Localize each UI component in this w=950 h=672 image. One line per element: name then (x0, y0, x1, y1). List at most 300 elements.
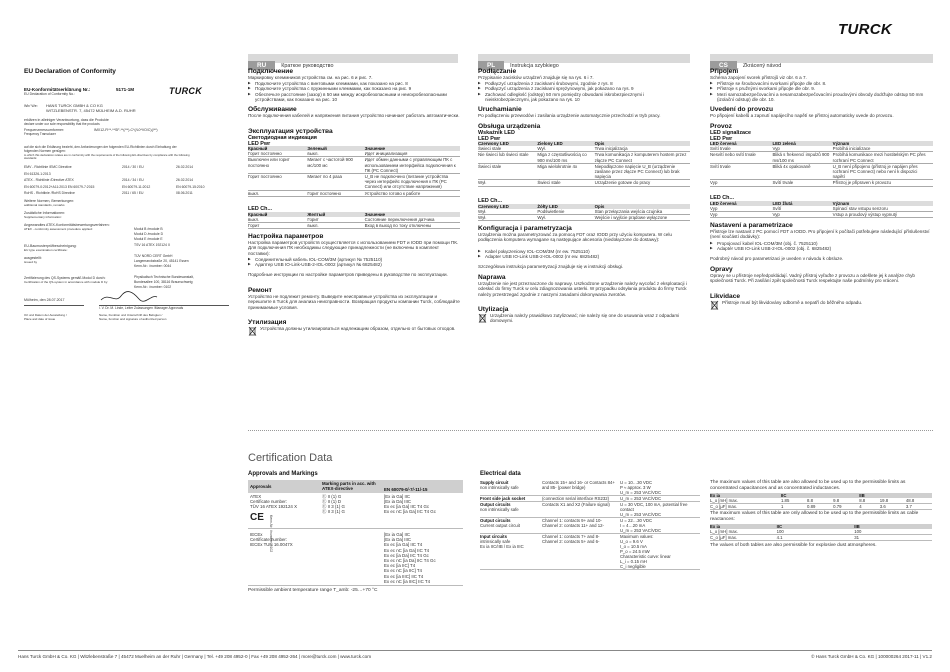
iecex-marking: Ex ec nC [ia IIIC] IIC T4 (384, 578, 431, 584)
conn-heading: Подключение (248, 68, 294, 75)
led-cell: Вход в выход по току отключены (365, 222, 460, 228)
eu-type-exam-en: EU type examination certificate: (24, 248, 68, 252)
led-col-head: LED červená (710, 201, 772, 206)
param-text: Přístroje lze nastavit z PC pomocí FDT a IODD. Pro připojení k počítači potřebujete následující příslušenství (není součástí dodávky): (710, 228, 930, 240)
reactance-head: Ex ia (710, 493, 781, 498)
iecex-marking: Ex ec nC [ia IIC] T4 (384, 568, 422, 574)
disposal-heading: Утилизация (248, 318, 287, 326)
elec-values: U = 30 VDC, 100 mA, potential free contact U_m = 253 VAC/VDC (620, 502, 700, 518)
approvals-table (248, 480, 463, 584)
eu-place-date: Mülheim, den 28.07.2017 (24, 298, 65, 302)
iecex-marking: Ex ec [ia Da] IIC T4 Gc (384, 552, 429, 558)
reactance-cell: 100 (777, 529, 855, 535)
led-cell: Wejście i wyjście prądowe wyłączone (595, 214, 690, 220)
led-col-head: Желтый (307, 212, 364, 217)
eu-atex-proc-en: ATEX - conformity assessment procedure applied: (24, 227, 93, 231)
cs-code: CS (710, 61, 737, 70)
conn-intro: Przypisanie zacisków urządzeń znajduje się na rys. 6 i 7. (478, 75, 594, 80)
reactance-cell: 1 (781, 504, 807, 510)
eu-type-exam: EU-Baumusterprüfbescheinigung: (24, 244, 77, 248)
cs-column (710, 68, 933, 403)
eu-row-c: 26.02.2014 (176, 165, 193, 169)
eu-row-c: 26.02.2014 (176, 178, 193, 183)
disposal-heading: Utylizacja (478, 305, 509, 313)
eu-decl-sub: EU Declaration of Conformity No.: (24, 92, 76, 96)
elec-circuit-name: Input circuits (480, 534, 507, 539)
led-cell: Горит постоянно (248, 151, 307, 157)
section-divider (248, 430, 933, 431)
elec-contacts: Contacts 15+ and 16- or Contacts 84+ and 85- (power bridge) (542, 480, 620, 496)
footer-right: © Hans Turck GmbH & Co. KG | 100000264 2017-11 | V1.2 (811, 654, 932, 659)
pl-code: PL (478, 61, 504, 70)
conn-intro: Маркировку клеммников устройства см. на рис. 6 и рис. 7. (248, 75, 373, 80)
disposal-heading: Likvidace (710, 292, 741, 300)
eu-prod-label: Frequenzmessumformer: (24, 128, 65, 132)
led-col-head: LED žlutá (772, 201, 832, 206)
appr-iec-cert-label: Certificate number: (250, 537, 288, 542)
led-cell: Идет обмен данными с управляющим ПК с использованием интерфейса подключения к ПК (PC Connect) (365, 157, 460, 174)
led-cell: Горит (307, 217, 364, 223)
iecex-marking-list (384, 532, 436, 584)
reactance-cell: 8.8 (807, 498, 833, 504)
electrical-table (480, 480, 700, 570)
eu-qs2: Certification of the QS-system in accordance with module D by: (24, 280, 109, 284)
elec-contacts: (connection serial interface RS232) (542, 496, 620, 502)
led-cell: Горит постоянно (248, 174, 307, 191)
appr-atex: ATEX (250, 494, 262, 499)
eu-we: Wir/ We: (24, 104, 38, 108)
eu-directive-row (24, 178, 236, 185)
param-heading: Nastavení a parametrizace (710, 221, 793, 229)
led-cell: Miga wielokrotnie 4x (537, 163, 594, 180)
conn-heading: Připojení (710, 68, 739, 75)
reactance-cell: 0.89 (807, 504, 833, 510)
accessory-item: ▶ Kabel połączeniowy IOL-COM/3M (nr ew. 7525110) (478, 249, 690, 255)
disposal-text: Přístroje musí být likvidovány odborně a nepatří do běžného odpadu. (722, 299, 863, 305)
elec-circuit (480, 534, 542, 570)
turck-logo: TURCK (838, 21, 892, 38)
conn-item: ▶ Přístroje s pružnými svorkami připojte dle obr. 9. (710, 86, 933, 92)
accessory-item: ▶ Соединительный кабель IOL-COM/3M (артикул № 7525110) (248, 257, 460, 263)
accessory-item: ▶ Propojovací kabel IOL-COM/3M (obj. č. 7525110) (710, 241, 933, 247)
led-ch-label: LED Ch... (248, 206, 272, 212)
eu-directive-row (24, 165, 236, 172)
led-cell: Niepodłączone napięcie U_B (urządzenie zasilane przez złącze PC Connect) lub brak napięcia (595, 163, 690, 180)
conn-item: ▶ Mezi samozabezpečovacími a nesamozabezpečovacími proudovými obvody dodržujte odstup 50 mm (izolační odstup) dle obr. 10. (710, 92, 933, 103)
eu-additional: Weitere Normen, Bemerkungen: (24, 199, 75, 203)
reactance-cell: 4 (859, 504, 880, 510)
footer-rule (18, 650, 932, 651)
led-cell: Мигает с частотой 900 мс/100 мс (307, 157, 364, 174)
reactance-note-1: The maximum values of this table are also allowed to be used up to the permissible limits as concentrated capacitances and as concentrated inductances. (710, 480, 906, 491)
led-cell: U_B není připojeno (přístroj je napájen přes rozhraní PC Connect) nebo není k dispozici napětí (833, 163, 933, 180)
conn-item: ▶ Zachować odległość (odstęp) 50 mm pomiędzy obwodami iskrobezpiecznymi i nieiskrobezpiecznymi, jak pokazano na rys. 10 (478, 92, 690, 103)
elec-contacts: Channel 1: contacts 9+ and 10- Channel 2: contacts 11+ and 12- (542, 518, 620, 534)
conn-item: ▶ Podłączyć urządzenia z zaciskami sprężynowymi, jak pokazano na rys. 9 (478, 86, 690, 92)
led-cell: Probíhá komunikace mezi hostitelským PC přes rozhraní PC Connect (833, 152, 933, 163)
led-pwr-label: LED Pwr (248, 140, 271, 147)
cert-title: Certification Data (248, 452, 333, 464)
led-cell: Svítí (772, 206, 832, 212)
eu-ptb3: Kenn-Nr.: /number: 0102 (134, 285, 172, 289)
accessory-list (478, 249, 690, 260)
electrical-data-table (480, 480, 700, 570)
repair-text: Устройство не подлежит ремонту. Выведите неисправные устройства из эксплуатации и перешлите в Turck для анализа неисправности. Возвращая продукты компании Turck, соблюдайте принимаемые условия. (248, 293, 460, 310)
disposal-row (710, 300, 933, 312)
reactance-cell: C_o [µF] max. (710, 535, 777, 541)
led-cell: Vstup a proudový výstup vypnutý (833, 211, 933, 217)
approvals-heading: Approvals and Markings (248, 471, 318, 477)
led-pwr-table (248, 146, 460, 197)
elec-contacts: Contacts X1 and X2 (Failure signal) (542, 502, 620, 518)
eu-additional-en: additional standards, remarks (24, 203, 65, 207)
eu-ref2: folgenden Normen genügen: (24, 149, 66, 153)
repair-heading: Opravy (710, 265, 733, 273)
led-ch-table (710, 201, 933, 219)
elec-circuit-sub: non intrinsically safe (480, 485, 519, 490)
eu-sig2: Name, function and signature of authorized person (99, 317, 167, 321)
led-cell: U_B не подключено (питание устройства через интерфейс подключения к ПК (PC Connect) или отсутствие напряжения) (365, 174, 460, 191)
eu-ptb1: Physikalisch Technische Bundesanstalt, (134, 275, 194, 279)
led-col-head: Význam (833, 141, 933, 146)
param-text: Urządzenia można parametryzować za pomocą FDT oraz IODD przy użyciu komputera. W celu podłączenia komputera wymagane są następujące akcesoria (niedołączone do dostawy): (478, 231, 672, 243)
led-pwr-label: LED Pwr (478, 135, 501, 142)
startup-text: После подключения кабелей и напряжения питания устройство начинает работать автоматически. (248, 112, 460, 118)
conn-list (710, 81, 933, 103)
pl-column (478, 68, 690, 403)
led-cell: Přístroj je připraven k provozu (833, 180, 933, 186)
appr-cert-no-label: Certificate number: (250, 499, 288, 504)
reactance-note-3: The values of both tables are also permissible for explosive dust atmospheres. (710, 543, 877, 549)
reactance-head: IIC (777, 524, 855, 529)
led-cell: Выключен или горит постоянно (248, 157, 307, 174)
elec-circuit (480, 518, 542, 534)
appr-mark-4: Ⓔ II 3 (1) G (322, 509, 345, 514)
appr-mark-2: Ⓔ II (1) D (322, 499, 342, 504)
led-cell: Urządzenie gotowe do pracy (595, 180, 690, 186)
led-col-head: LED červená (710, 141, 772, 146)
eu-directive-row (24, 185, 236, 192)
led-cell: Bliká 4x opakovaně (772, 163, 832, 180)
led-cell: Świeci stale (537, 180, 594, 186)
repair-text: Opravy se u přístroje nepředpokládají. Vadný přístroj vyřaďte z provozu a odešlete jej k analýze chyb společnosti Turck. Při zasílání zpět společnosti Turck respektujte naše podmínky pro vrácení. (710, 272, 915, 284)
led-col-head: Значение (365, 146, 460, 151)
conn-heading: Podłączanie (478, 68, 517, 75)
eu-row-c: EN 60079-15:2010 (176, 184, 205, 189)
elec-circuit-name: Supply circuit (480, 480, 509, 485)
eu-supp: Zusätzliche Informationen: (24, 211, 66, 215)
eu-tuv1: TÜV NORD CERT GmbH (134, 254, 173, 258)
led-cell: Stan przełączania wejścia czujnika (595, 209, 690, 215)
param-manual: Подробные инструкции по настройке параметров приведены в руководстве по эксплуатации. (248, 271, 448, 277)
led-cell: Podświetlenie (537, 209, 594, 215)
accessory-list (710, 241, 933, 252)
led-cell: Wył. (478, 214, 537, 220)
appr-en-3: Ex ec [ia Ga] IIC T4 Gc (384, 504, 430, 509)
led-col-head: Czerwony LED (478, 141, 537, 146)
startup-heading: Uruchamianie (478, 105, 522, 113)
param-heading: Настройка параметров (248, 232, 324, 240)
eu-supp-en: Supplementary information: (24, 215, 62, 219)
eu-directive-list (24, 165, 236, 198)
ru-header-bar (248, 54, 458, 69)
eu-sig1: Name, Funktion und Unterschrift des Befugten / (99, 313, 163, 317)
eu-row-b: 2014 / 34 / EU (122, 178, 144, 183)
appr-en-1: [Ex ia Ga] IIC (384, 494, 411, 499)
conn-item: ▶ Подключите устройства с винтовыми клеммами, как показано на рис. 8 (248, 81, 460, 87)
led-cell: выкл. (307, 151, 364, 157)
led-cell: Świeci stale (478, 163, 537, 180)
conn-item: ▶ Podłączyć urządzenia z zaciskami śrubowymi, zgodnie z rys. 8 (478, 81, 690, 87)
conn-list (248, 81, 460, 103)
led-cell: Состояние переключения датчика (365, 217, 460, 223)
led-cell: Vyp (710, 180, 772, 186)
eu-ref3: to which this declaration relates are in conformity with the requirements of the following EU-directives by compliance with the following (24, 153, 190, 157)
eu-issued-en: issued by (24, 260, 38, 264)
cs-lang: Zkrácený návod (742, 63, 782, 69)
pl-header-bar (478, 54, 690, 69)
iecex-marking: Ex ec [ia Ga] IIC T4 (384, 542, 423, 548)
led-cell: Wył. (478, 209, 537, 215)
eu-ort2: Place and date of issue (24, 317, 56, 321)
reactance-cell: 0.79 (833, 504, 859, 510)
pl-lang: Instrukcja szybkiego (510, 63, 559, 69)
eu-ptb2: Bundesallee 100, 38116 Braunschweig (134, 280, 193, 284)
appr-col2: Marking parts in acc. with ATEX-directive (322, 481, 376, 492)
led-col-head: LED zelená (772, 141, 832, 146)
eu-atex-proc: Angewandtes ATEX-Konformitätsbewertungsverfahren: (24, 223, 110, 227)
elec-circuit-sub: intrinsically safe Ex ia IIC/IIB / Ex ia IIIC (480, 539, 524, 549)
led-cell: Vyp (772, 146, 832, 152)
appr-iec-no: IECEx TUN 16.0047X (250, 542, 293, 547)
iecex-marking: Ex ec [ia IIC] T4 (384, 563, 416, 569)
eu-module-b: Modul B /module B (134, 227, 163, 231)
led-cell: Wył. (478, 180, 537, 186)
startup-text: Po podłączeniu przewodów i zasilania urządzenie automatycznie przechodzi w tryb pracy. (478, 112, 661, 118)
led-cell: Горит (248, 222, 307, 228)
operation-heading: Obsługa urządzenia (478, 122, 541, 130)
reactance-cell: 31 (854, 535, 932, 541)
led-cell: Nie świeci lub świeci stale (478, 152, 537, 163)
elec-values: Maximum values: U_o = 9.6 V I_o = 10.5 mA P_o = 24.5 mW Characteristic curve: linear L_i = 0.15 mH C_i negligible (620, 534, 700, 570)
appr-en-2: [Ex ia Da] IIIC (384, 499, 412, 504)
appr-col3: EN 60079-0/-7/-11/-15 (384, 487, 428, 492)
reactance-cell: 19.8 (880, 498, 906, 504)
appr-tuv: TÜV 16 ATEX 192124 X (250, 504, 298, 509)
elec-values: U = 22…30 VDC I = 4…20 mA U_m = 253 VAC/VDC (620, 518, 700, 534)
repair-heading: Ремонт (248, 286, 272, 294)
led-cell: Идет инициализация (365, 151, 460, 157)
iecex-marking: [Ex ia Ga] IIC (384, 532, 411, 537)
eu-row-a: EN 60079-0:2012+A11:2013 EN 60079-7:2015 (24, 184, 95, 189)
accessory-item: ▶ Адаптер USB IO-Link-USB-2-IOL-0002 (артикул № 6825482) (248, 262, 460, 268)
elec-circuit-name: Output circuits (480, 518, 511, 523)
eu-module-d: Modul D /module D (134, 232, 164, 236)
eu-row-a: EN 61326-1:2013 (24, 171, 51, 176)
eu-card (24, 87, 236, 327)
led-col-head: Opis (595, 204, 690, 209)
reactance-head: Ex ia (710, 524, 777, 529)
eu-directive-row (24, 191, 236, 198)
led-col-head: Żółty LED (537, 204, 594, 209)
param-manual: Podrobný návod pro parametrizaci je uveden v návodu k obsluze. (710, 255, 844, 261)
iecex-marking: Ex ec nC [ia Ga] IIC T4 (384, 547, 430, 553)
eu-tuv3: Kenn-Nr.: /number: 0044 (134, 264, 172, 268)
appr-mark-1: Ⓔ II (1) G (322, 494, 342, 499)
operation-heading: Эксплуатация устройства (248, 127, 333, 135)
elec-circuit (480, 502, 542, 518)
eu-row-b: 2014 / 30 / EU (122, 165, 144, 169)
repair-text: Urządzenie nie jest przeznaczone do naprawy. Uszkodzone urządzenie należy wycofać z eksploatacji i odesłać do firmy Turck w celu zdiagnozowania usterki. W przypadku odsyłania produktu do firmy Turck należy przestrzegać zgodnie z naszymi zasadami dokonywania zwrotów. (478, 280, 687, 297)
ambient-temp: Permissible ambient temperature range T_amb: -25…+70 °C (248, 588, 378, 593)
eu-sig-name: i. V. Dr. M. Linde, Leiter Zulassungen /Manager Approvals (99, 306, 184, 310)
eu-row-b: EN 60079-11:2012 (122, 184, 151, 189)
led-col-head: Значение (365, 212, 460, 217)
accessory-list (248, 257, 460, 268)
eu-ref4: standards: (24, 156, 38, 160)
elec-contacts: Channel 1: contacts 7+ and 8- Channel 2: contacts 5+ and 6- (542, 534, 620, 570)
eu-row-b: 2011 / 65 / EU (122, 191, 144, 196)
led-col-head: Красный (248, 146, 307, 151)
eu-prod-label-en: Frequency Transducer (24, 132, 56, 136)
ru-lang: Краткое руководство (281, 63, 334, 69)
led-pwr-label: LED Pwr (710, 135, 733, 142)
led-heading: Wskaźnik LED (478, 129, 515, 136)
eu-ref1: auf die sich die Erklärung bezieht, den Anforderungen der folgenden EU-Richtlinien durch Einhaltung der (24, 145, 177, 149)
elec-circuit (480, 480, 542, 496)
iecex-marking: [Ex ia Da] IIIC (384, 537, 412, 543)
led-col-head: Opis (595, 141, 690, 146)
startup-text: Po připojení kabelů a zapnutí napájecího napětí se přístroj automaticky uvede do provozu. (710, 112, 894, 118)
conn-intro: Schéma zapojení svorek přístrojů viz obr. 6 a 7. (710, 75, 807, 80)
eu-addr2: WITZLEBENSTR. 7, 45472 MÜLHEIM A.D. RUHR (46, 108, 136, 113)
elec-circuit-name: Output circuits (480, 502, 511, 507)
led-ch-label: LED Ch... (478, 198, 502, 204)
appr-en-4: Ex ec nC [ia Ga] IIC T4 Gc (384, 509, 436, 514)
electrical-heading: Electrical data (480, 471, 521, 477)
elec-values: U_m = 253 VAC/VDC (620, 496, 700, 502)
startup-heading: Uvedení do provozu (710, 105, 774, 113)
reactance-table-2 (710, 524, 932, 541)
led-col-head: Красный (248, 212, 307, 217)
led-cell: Nesvítí nebo svítí trvale (710, 152, 772, 163)
eu-directive-row (24, 172, 236, 179)
reactance-cell: 48.8 (906, 498, 932, 504)
eu-resp2: declare under our sole responsibility that the products (24, 122, 100, 126)
led-cell: Wył. (537, 146, 594, 152)
iecex-marking: Ex ec [ia IIIC] IIC T4 (384, 573, 424, 579)
reactance-cell: 8.8 (859, 498, 880, 504)
led-cell: Spínací stav vstupu senzoru (833, 206, 933, 212)
eu-module-e: Modul E /module E (134, 237, 163, 241)
ru-column (248, 68, 460, 403)
eu-decl-label: EU-Konformitätserklärung Nr.: (24, 87, 91, 92)
led-heading: Светодиодная индикация (248, 134, 317, 141)
led-cell: Мигает по 4 раза (307, 174, 364, 191)
accessory-item: ▶ Adaptér USB IO-Link USB-2-IOL-0002 (obj. č. 6825482) (710, 246, 933, 252)
led-cell: Wył. (537, 214, 594, 220)
param-heading: Konfiguracja i parametryzacja (478, 224, 572, 232)
reactance-cell: 3.7 (906, 504, 932, 510)
led-cell: Trwa komunikacja z komputerem hostem przez złącze PC Connect (595, 152, 690, 163)
ce-nb-number: Kenn-Nr.: /number: 0102 (269, 515, 274, 553)
led-ch-label: LED Ch... (710, 195, 734, 201)
conn-item: ▶ Přístroje se šroubovacími svorkami připojte dle obr. 8. (710, 81, 933, 87)
led-cell: Trwa inicjalizacja (595, 146, 690, 152)
operation-heading: Provoz (710, 122, 732, 130)
repair-heading: Naprawa (478, 273, 506, 281)
elec-values: U = 10…30 VDC P ≈ approx. 3 W U_m = 253 VAC/VDC (620, 480, 700, 496)
param-text: Настройка параметров устройств осуществляется с использованием FDT и IODD при помощи ПК. Для подключения ПК необходимы следующие принадлежности (не включены в комплект поставки): (248, 239, 459, 256)
reactance-cell: 1.85 (781, 498, 807, 504)
disposal-row (478, 313, 690, 325)
eu-row-a: EMV - Richtlinie /EMC Directive (24, 165, 72, 169)
reactance-note-2: The maximum values of this table are only allowed to be used up to the permissible limits as cable reactances: (710, 511, 919, 522)
reactance-tables (710, 480, 932, 549)
led-cell: выкл. (307, 222, 364, 228)
reactance-cell: C_o [µF] max. (710, 504, 781, 510)
led-cell: Svítí trvale (772, 180, 832, 186)
iecex-marking: Ex ec nC [ia Da] IIC T4 Gc (384, 558, 436, 564)
footer-left: Hans Turck GmbH & Co. KG | Witzlebenstraße 7 | 45472 Muelheim an der Ruhr | Germany | Tel. +49 208 4952-0 | Fax +49 208 4952-264 | more@turck.com | www.turck.com (18, 654, 372, 659)
ce-mark-icon: CE (250, 512, 264, 523)
eu-row-c: 08.06.2011 (176, 191, 193, 196)
led-cell: Vyp (710, 206, 772, 212)
accessory-item: ▶ Adapter USB IO-Link USB-2-IOL-0002 (nr ew. 6825482) (478, 254, 690, 260)
eu-decl-no: 5171-1M (116, 87, 135, 92)
conn-list (478, 81, 690, 103)
eu-prod-value: IMX12-FI**-**SF-**(/**)-C*(/L0*VO/C)(/**) (94, 128, 158, 132)
led-pwr-table (710, 141, 933, 187)
elec-circuit-name: Front side jack socket (480, 496, 526, 501)
led-cell: выкл. (248, 217, 307, 223)
cs-header-bar (710, 54, 933, 69)
appr-col1: Approvals (250, 484, 272, 489)
led-cell: выкл. (248, 190, 307, 196)
eu-resp1: erklären in alleiniger Verantwortung, dass die Produkte (24, 118, 109, 122)
reactance-head: IIC (781, 493, 807, 498)
reactance-head: IIB (854, 524, 932, 529)
led-cell: Svítí trvale (710, 163, 772, 180)
eu-qs1: Zertifizierung des QS-Systems gemäß Modul D durch: (24, 276, 106, 280)
led-col-head: Význam (833, 201, 933, 206)
led-ch-table (478, 204, 690, 222)
eu-title: EU Declaration of Conformity (24, 68, 116, 75)
led-cell: Vyp (772, 211, 832, 217)
disposal-text: Устройства должны утилизироваться надлежащим образом, отдельно от бытовых отходов. (260, 325, 456, 331)
led-cell: Svítí trvale (710, 146, 772, 152)
reactance-cell: 9.8 (833, 498, 859, 504)
reactance-cell: 3.6 (880, 504, 906, 510)
wheelie-bin-crossed-icon (248, 326, 257, 338)
signature-icon (99, 290, 159, 304)
eu-tsv: TSV 16 ATEX 192124 X (134, 243, 171, 247)
appr-iecex: IECEx (250, 532, 263, 537)
conn-item: ▶ Обеспечьте расстояние (зазор) в 50 мм между искробезопасными и неискробезопасными устройствами, как показано на рис. 10 (248, 92, 460, 103)
wheelie-bin-crossed-icon (478, 313, 487, 325)
disposal-row (248, 326, 460, 338)
startup-heading: Обслуживание (248, 105, 297, 113)
led-col-head: Зеленый (307, 146, 364, 151)
appr-mark-3: Ⓔ II 3 (1) G (322, 504, 345, 509)
eu-tuv2: Langemarckstraße 20, 45141 Essen (134, 259, 189, 263)
eu-issued: ausgestellt: (24, 256, 42, 260)
conn-item: ▶ Подключите устройства с пружинными клеммами, как показано на рис. 9 (248, 86, 460, 92)
elec-circuit-sub: Current output circuit (480, 523, 520, 528)
led-cell: Świeci stale (478, 146, 537, 152)
led-col-head: Zielony LED (537, 141, 594, 146)
turck-logo-small: TURCK (169, 86, 202, 96)
